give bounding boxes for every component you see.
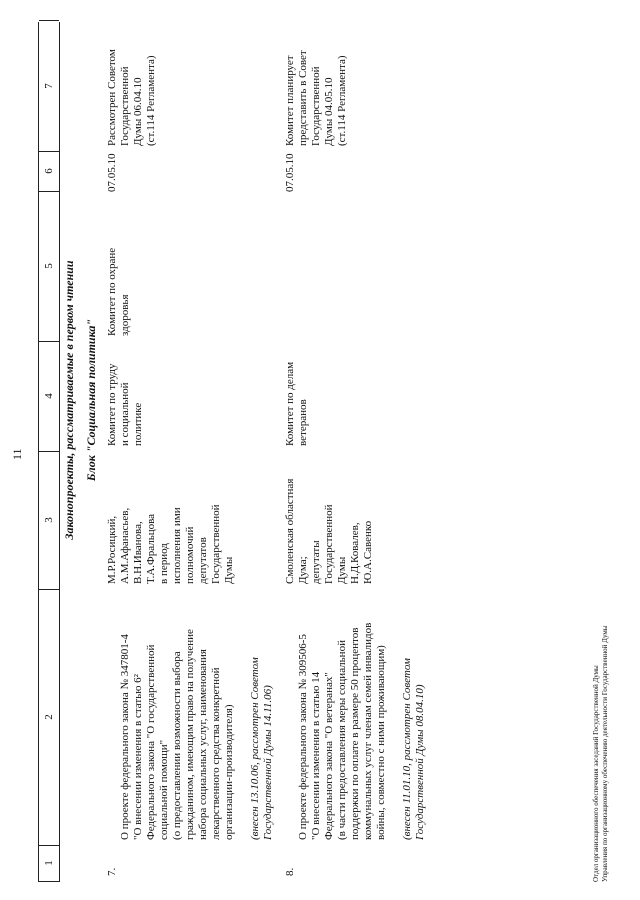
page-footer xyxy=(592,626,610,882)
co-committee: Комитет по охране здоровья xyxy=(106,247,131,336)
bill-note: (внесен 11.01.10, рассмотрен Советом Государственной Думы 08.04.10) xyxy=(401,658,426,840)
table-row xyxy=(106,22,274,882)
bill-title xyxy=(284,590,440,840)
bill-status: Рассмотрен Советом Государственной Думы 06.04.10 (ст.114 Регламента) xyxy=(106,49,157,146)
row-number: 7. xyxy=(106,867,118,876)
bill-description: О проекте федерального закона № 347801-4 "О внесении изменения в статью 6² Федерального закона "О государственной социальной помощи" (о предоставлении возможности выбора гражданином, имеющим право на получение набора социальных услуг, наименования лекарственного средства конкретной организации-производителя) xyxy=(119,629,235,840)
footer-line-1: Отдел организационного обеспечения заседаний Государственной Думы xyxy=(592,665,600,882)
column-header-row xyxy=(38,22,60,882)
consideration-date: 07.05.10 xyxy=(106,153,118,192)
column-header-2: 2 xyxy=(39,589,59,846)
column-header-3: 3 xyxy=(39,451,59,590)
column-header-1: 1 xyxy=(39,845,59,882)
bill-authors: М.Р.Росицкий, А.М.Афанасьев, В.Н.Иванова, Т.А.Фральцова в период исполнения ими полномочий депутатов Государственной Думы xyxy=(106,504,235,584)
bill-title xyxy=(106,590,288,840)
column-header-5: 5 xyxy=(39,191,59,342)
bill-authors: Смоленская областная Дума; депутаты Государственной Думы Н.Д.Ковалев, Ю.А.Савенко xyxy=(284,478,374,584)
footer-line-2: Управления по организационному обеспечению деятельности Государственной Думы xyxy=(601,625,609,882)
bill-status: Комитет планирует представить в Совет Государственной Думы 04.05.10 (ст.114 Регламента) xyxy=(284,50,348,146)
column-header-6: 6 xyxy=(39,151,59,192)
consideration-date: 07.05.10 xyxy=(284,153,296,192)
section-title: Законопроекты, рассматриваемые в первом чтении xyxy=(62,260,76,540)
block-title: Блок "Социальная политика" xyxy=(84,318,98,482)
column-header-4: 4 xyxy=(39,341,59,452)
bill-description: О проекте федерального закона № 309506-5 "О внесении изменения в статью 14 Федерального закона "О ветеранах" (в части предоставления меры социальной поддержки по оплате в размере 50 процентов коммунальных услуг членам семей инвалидов войны, совместно с ними проживающим) xyxy=(297,622,387,840)
bill-note: (внесен 13.10.06, рассмотрен Советом Государственной Думы 14.11.06) xyxy=(249,657,274,840)
responsible-committee: Комитет по труду и социальной политике xyxy=(106,363,144,446)
row-number: 8. xyxy=(284,867,296,876)
page-number: 11 xyxy=(10,448,24,460)
column-header-7: 7 xyxy=(39,20,59,152)
responsible-committee: Комитет по делам ветеранов xyxy=(284,361,309,446)
table-row xyxy=(284,22,444,882)
